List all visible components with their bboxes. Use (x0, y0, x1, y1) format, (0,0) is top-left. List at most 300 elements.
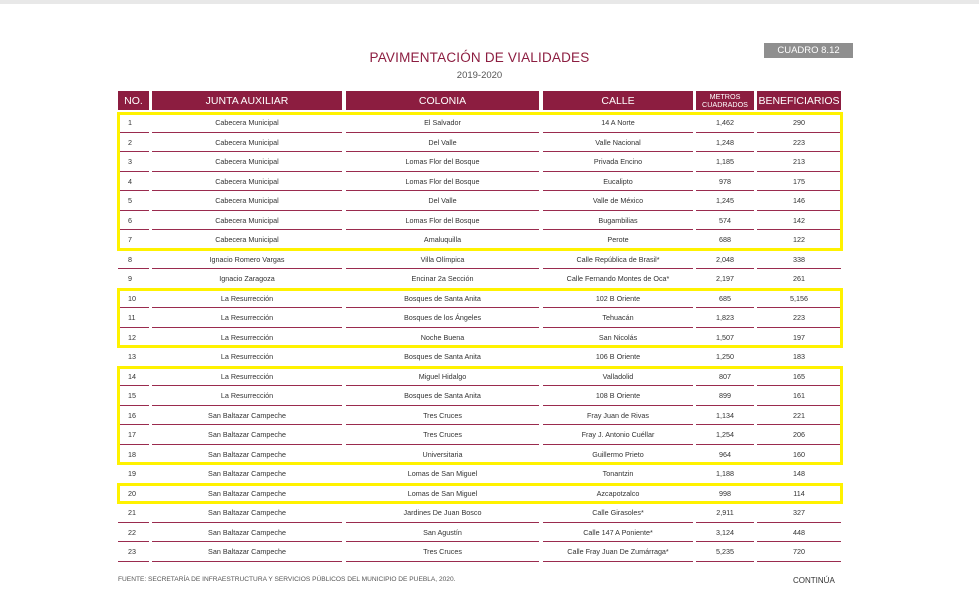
row-underline (118, 346, 149, 347)
cell-colonia: Bosques de Santa Anita (404, 391, 481, 400)
row-underline (346, 522, 539, 523)
row-underline (118, 327, 149, 328)
row-underline (757, 249, 841, 250)
row-underline (346, 229, 539, 230)
cell-no: 15 (128, 391, 136, 400)
cell-colonia: Lomas Flor del Bosque (405, 157, 480, 166)
cell-colonia: Bosques de los Ángeles (403, 313, 482, 322)
table-row (116, 348, 842, 368)
cell-no: 8 (128, 254, 132, 264)
header-metros-cuadrados (696, 91, 754, 110)
header-calle: CALLE (543, 91, 693, 110)
table-number-badge: CUADRO 8.12 (764, 43, 853, 58)
cell-beneficiarios: 290 (793, 118, 805, 127)
cell-no: 1 (128, 118, 132, 127)
row-underline (757, 229, 841, 230)
row-underline (696, 346, 754, 347)
table-row (116, 270, 842, 290)
row-underline (543, 463, 693, 464)
row-underline (346, 327, 539, 328)
header-metros-line2: CUADRADOS (702, 99, 748, 109)
table-row (116, 465, 842, 485)
cell-calle: Tonantzin (602, 469, 634, 478)
cell-metros: 1,248 (716, 137, 734, 147)
cell-beneficiarios: 338 (793, 254, 805, 264)
table-row (116, 231, 842, 251)
header-metros-line1: METROS (709, 92, 741, 101)
cell-no: 4 (128, 176, 132, 186)
row-underline (152, 229, 342, 230)
top-rule (0, 0, 979, 4)
cell-colonia: Del Valle (428, 196, 457, 205)
row-underline (696, 210, 754, 211)
cell-beneficiarios: 114 (793, 488, 805, 498)
row-underline (118, 249, 149, 250)
source-note: FUENTE: SECRETARÍA DE INFRAESTRUCTURA Y SERVICIOS PÚBLICOS DEL MUNICIPIO DE PUEBLA, 2020. (118, 576, 456, 583)
row-underline (118, 405, 149, 406)
row-underline (346, 405, 539, 406)
header-beneficiarios: BENEFICIARIOS (757, 91, 841, 110)
row-underline (757, 483, 841, 484)
row-underline (346, 210, 539, 211)
row-underline (118, 522, 149, 523)
cell-metros: 964 (719, 449, 731, 459)
row-underline (118, 210, 149, 211)
row-underline (346, 249, 539, 250)
cell-metros: 1,250 (716, 352, 734, 361)
row-underline (543, 502, 693, 503)
table-row (116, 251, 842, 271)
row-underline (118, 132, 149, 133)
cell-calle: Eucalipto (603, 176, 633, 186)
row-underline (696, 444, 754, 445)
cell-junta: San Baltazar Campeche (208, 547, 286, 556)
table-row (116, 114, 842, 134)
table-row (116, 524, 842, 544)
cell-calle: 14 A Norte (601, 118, 635, 127)
cell-calle: Azcapotzalco (596, 488, 640, 498)
table-row (116, 192, 842, 212)
cell-calle: Fray J. Antonio Cuéllar (581, 430, 655, 439)
cell-metros: 2,911 (716, 508, 734, 517)
row-underline (757, 171, 841, 172)
row-underline (152, 268, 342, 269)
table-row (116, 368, 842, 388)
cell-beneficiarios: 206 (793, 430, 805, 439)
cell-beneficiarios: 197 (793, 332, 805, 342)
row-underline (543, 483, 693, 484)
cell-junta: Cabecera Municipal (215, 137, 279, 147)
cell-junta: San Baltazar Campeche (208, 488, 286, 498)
row-underline (152, 444, 342, 445)
row-underline (346, 366, 539, 367)
row-underline (152, 190, 342, 191)
row-underline (757, 424, 841, 425)
row-underline (346, 288, 539, 289)
cell-colonia: Tres Cruces (423, 410, 462, 420)
row-underline (696, 561, 754, 562)
cell-colonia: Noche Buena (420, 332, 465, 342)
table-row (116, 485, 842, 505)
row-underline (543, 268, 693, 269)
row-underline (118, 190, 149, 191)
row-underline (152, 366, 342, 367)
cell-metros: 685 (719, 293, 731, 303)
cell-no: 12 (128, 332, 136, 342)
cell-colonia: El Salvador (424, 118, 461, 127)
cell-colonia: Tres Cruces (423, 430, 462, 439)
row-underline (543, 210, 693, 211)
row-underline (696, 463, 754, 464)
cell-no: 6 (128, 215, 132, 225)
cell-beneficiarios: 720 (793, 547, 805, 556)
row-underline (757, 502, 841, 503)
row-underline (543, 190, 693, 191)
row-underline (152, 502, 342, 503)
row-underline (152, 405, 342, 406)
cell-colonia: Villa Olímpica (420, 254, 465, 264)
row-underline (696, 268, 754, 269)
cell-junta: La Resurrección (220, 391, 274, 400)
row-underline (346, 307, 539, 308)
cell-colonia: Tres Cruces (423, 547, 462, 556)
cell-beneficiarios: 223 (793, 313, 805, 322)
cell-colonia: Amaluquilla (423, 235, 462, 244)
row-underline (152, 288, 342, 289)
row-underline (152, 307, 342, 308)
page-title: PAVIMENTACIÓN DE VIALIDADES (369, 50, 590, 65)
row-underline (696, 385, 754, 386)
row-underline (346, 151, 539, 152)
row-underline (346, 463, 539, 464)
row-underline (696, 229, 754, 230)
cell-colonia: Universitaria (422, 449, 463, 459)
row-underline (346, 483, 539, 484)
row-underline (543, 327, 693, 328)
row-underline (346, 561, 539, 562)
cell-metros: 5,235 (716, 547, 734, 556)
row-underline (118, 444, 149, 445)
row-underline (118, 541, 149, 542)
row-underline (696, 483, 754, 484)
table-row (116, 290, 842, 310)
cell-metros: 1,185 (716, 157, 734, 166)
cell-calle: Guillermo Prieto (592, 449, 644, 459)
row-underline (118, 561, 149, 562)
cell-beneficiarios: 160 (793, 449, 805, 459)
row-underline (757, 366, 841, 367)
cell-calle: 106 B Oriente (595, 352, 641, 361)
cell-beneficiarios: 161 (793, 391, 805, 400)
row-underline (543, 424, 693, 425)
cell-no: 19 (128, 469, 136, 478)
cell-junta: San Baltazar Campeche (208, 410, 286, 420)
cell-metros: 574 (719, 215, 731, 225)
cell-calle: Valle de México (592, 196, 644, 205)
cell-no: 21 (128, 508, 136, 517)
row-underline (696, 541, 754, 542)
row-underline (152, 483, 342, 484)
cell-colonia: Lomas de San Miguel (407, 488, 478, 498)
row-underline (757, 385, 841, 386)
row-underline (118, 463, 149, 464)
row-underline (757, 444, 841, 445)
row-underline (118, 171, 149, 172)
cell-metros: 1,254 (716, 430, 734, 439)
cell-colonia: Bosques de Santa Anita (404, 293, 481, 303)
row-underline (696, 190, 754, 191)
row-underline (346, 424, 539, 425)
row-underline (696, 288, 754, 289)
row-underline (346, 385, 539, 386)
cell-calle: Valle Nacional (595, 137, 641, 147)
row-underline (543, 561, 693, 562)
cell-colonia: Miguel Hidalgo (418, 371, 467, 381)
cell-metros: 978 (719, 176, 731, 186)
table-row (116, 212, 842, 232)
row-underline (152, 249, 342, 250)
row-underline (543, 522, 693, 523)
cell-no: 20 (128, 488, 136, 498)
cell-calle: San Nicolás (598, 332, 638, 342)
row-underline (757, 268, 841, 269)
row-underline (543, 132, 693, 133)
header-junta-auxiliar: JUNTA AUXILIAR (152, 91, 342, 110)
table-row (116, 446, 842, 466)
row-underline (757, 151, 841, 152)
row-underline (696, 366, 754, 367)
row-underline (696, 151, 754, 152)
row-underline (543, 307, 693, 308)
row-underline (543, 366, 693, 367)
row-underline (757, 405, 841, 406)
row-underline (152, 132, 342, 133)
cell-beneficiarios: 5,156 (790, 293, 808, 303)
cell-beneficiarios: 175 (793, 176, 805, 186)
cell-beneficiarios: 165 (793, 371, 805, 381)
row-underline (346, 541, 539, 542)
row-underline (346, 268, 539, 269)
table-row (116, 543, 842, 563)
row-underline (152, 424, 342, 425)
cell-junta: Cabecera Municipal (215, 215, 279, 225)
cell-metros: 1,188 (716, 469, 734, 478)
cell-calle: Calle Girasoles* (592, 508, 644, 517)
row-underline (346, 171, 539, 172)
cell-metros: 2,197 (716, 274, 734, 283)
row-underline (543, 444, 693, 445)
row-underline (346, 190, 539, 191)
row-underline (757, 307, 841, 308)
cell-metros: 1,245 (716, 196, 734, 205)
cell-beneficiarios: 448 (793, 527, 805, 537)
cell-calle: Calle República de Brasil* (576, 254, 660, 264)
cell-no: 16 (128, 410, 136, 420)
row-underline (543, 541, 693, 542)
table-row (116, 309, 842, 329)
row-underline (757, 561, 841, 562)
header-colonia: COLONIA (346, 91, 539, 110)
cell-no: 13 (128, 352, 136, 361)
cell-calle: 102 B Oriente (595, 293, 641, 303)
cell-metros: 2,048 (716, 254, 734, 264)
cell-junta: La Resurrección (220, 371, 274, 381)
table-row (116, 153, 842, 173)
cell-metros: 3,124 (716, 527, 734, 537)
row-underline (118, 151, 149, 152)
row-underline (346, 132, 539, 133)
table-row (116, 173, 842, 193)
row-underline (757, 541, 841, 542)
cell-no: 3 (128, 157, 132, 166)
cell-metros: 1,134 (716, 410, 734, 420)
cell-junta: La Resurrección (220, 332, 274, 342)
row-underline (152, 522, 342, 523)
row-underline (543, 249, 693, 250)
cell-calle: Privada Encino (593, 157, 643, 166)
cell-calle: 108 B Oriente (595, 391, 641, 400)
row-underline (118, 288, 149, 289)
continue-label: CONTINÚA (793, 576, 835, 585)
cell-junta: Ignacio Romero Vargas (209, 254, 285, 264)
row-underline (696, 424, 754, 425)
cell-beneficiarios: 223 (793, 137, 805, 147)
row-underline (543, 385, 693, 386)
cell-calle: Bugambilias (598, 215, 638, 225)
row-underline (118, 424, 149, 425)
row-underline (118, 229, 149, 230)
row-underline (543, 151, 693, 152)
cell-calle: Calle Fray Juan De Zumárraga* (567, 547, 669, 556)
cell-colonia: Del Valle (428, 137, 457, 147)
row-underline (346, 346, 539, 347)
cell-no: 7 (128, 235, 132, 244)
row-underline (152, 541, 342, 542)
row-underline (118, 385, 149, 386)
cell-metros: 1,507 (716, 332, 734, 342)
row-underline (118, 268, 149, 269)
cell-calle: Calle Fernando Montes de Oca* (566, 274, 670, 283)
cell-no: 10 (128, 293, 136, 303)
row-underline (543, 288, 693, 289)
cell-colonia: Lomas de San Miguel (407, 469, 478, 478)
table-row (116, 329, 842, 349)
cell-metros: 899 (719, 391, 731, 400)
cell-metros: 1,823 (716, 313, 734, 322)
cell-no: 18 (128, 449, 136, 459)
row-underline (118, 483, 149, 484)
cell-no: 14 (128, 371, 136, 381)
row-underline (346, 502, 539, 503)
row-underline (696, 171, 754, 172)
cell-no: 23 (128, 547, 136, 556)
cell-junta: San Baltazar Campeche (208, 527, 286, 537)
row-underline (543, 229, 693, 230)
row-underline (152, 171, 342, 172)
row-underline (118, 307, 149, 308)
row-underline (757, 190, 841, 191)
cell-calle: Calle 147 A Poniente* (583, 527, 653, 537)
row-underline (543, 171, 693, 172)
cell-metros: 688 (719, 235, 731, 244)
cell-colonia: Lomas Flor del Bosque (405, 215, 480, 225)
cell-junta: La Resurrección (220, 293, 274, 303)
cell-beneficiarios: 261 (793, 274, 805, 283)
header-no: NO. (118, 91, 149, 110)
row-underline (757, 132, 841, 133)
table-row (116, 504, 842, 524)
row-underline (757, 346, 841, 347)
cell-metros: 807 (719, 371, 731, 381)
cell-junta: La Resurrección (220, 313, 274, 322)
cell-junta: Ignacio Zaragoza (219, 274, 275, 283)
row-underline (152, 151, 342, 152)
row-underline (757, 327, 841, 328)
cell-colonia: San Agustín (423, 527, 462, 537)
cell-beneficiarios: 122 (793, 235, 805, 244)
cell-no: 11 (128, 313, 136, 322)
row-underline (152, 463, 342, 464)
cell-colonia: Encinar 2a Sección (411, 274, 474, 283)
table-row (116, 426, 842, 446)
row-underline (152, 346, 342, 347)
table-row (116, 134, 842, 154)
cell-junta: San Baltazar Campeche (208, 508, 286, 517)
cell-metros: 1,462 (716, 118, 734, 127)
row-underline (152, 210, 342, 211)
cell-calle: Fray Juan de Rivas (587, 410, 649, 420)
table-row (116, 387, 842, 407)
cell-junta: Cabecera Municipal (215, 118, 279, 127)
cell-junta: Cabecera Municipal (215, 176, 279, 186)
row-underline (346, 444, 539, 445)
cell-beneficiarios: 213 (793, 157, 805, 166)
cell-junta: Cabecera Municipal (215, 235, 279, 244)
row-underline (696, 249, 754, 250)
page-subtitle: 2019-2020 (456, 70, 503, 81)
row-underline (543, 405, 693, 406)
row-underline (757, 522, 841, 523)
cell-colonia: Bosques de Santa Anita (404, 352, 481, 361)
row-underline (757, 210, 841, 211)
cell-colonia: Lomas Flor del Bosque (405, 176, 480, 186)
row-underline (118, 366, 149, 367)
cell-beneficiarios: 183 (793, 352, 805, 361)
row-underline (118, 502, 149, 503)
cell-metros: 998 (719, 488, 731, 498)
cell-junta: San Baltazar Campeche (208, 449, 286, 459)
cell-beneficiarios: 146 (793, 196, 805, 205)
cell-calle: Tehuacán (602, 313, 634, 322)
cell-calle: Perote (607, 235, 629, 244)
table-row (116, 407, 842, 427)
row-underline (696, 502, 754, 503)
row-underline (757, 288, 841, 289)
cell-beneficiarios: 142 (793, 215, 805, 225)
row-underline (696, 307, 754, 308)
cell-calle: Valladolid (602, 371, 634, 381)
row-underline (152, 327, 342, 328)
cell-junta: San Baltazar Campeche (208, 430, 286, 439)
cell-colonia: Jardines De Juan Bosco (403, 508, 482, 517)
row-underline (543, 346, 693, 347)
row-underline (696, 522, 754, 523)
cell-no: 2 (128, 137, 132, 147)
cell-junta: La Resurrección (220, 352, 274, 361)
cell-no: 22 (128, 527, 136, 537)
row-underline (696, 327, 754, 328)
cell-no: 5 (128, 196, 132, 205)
